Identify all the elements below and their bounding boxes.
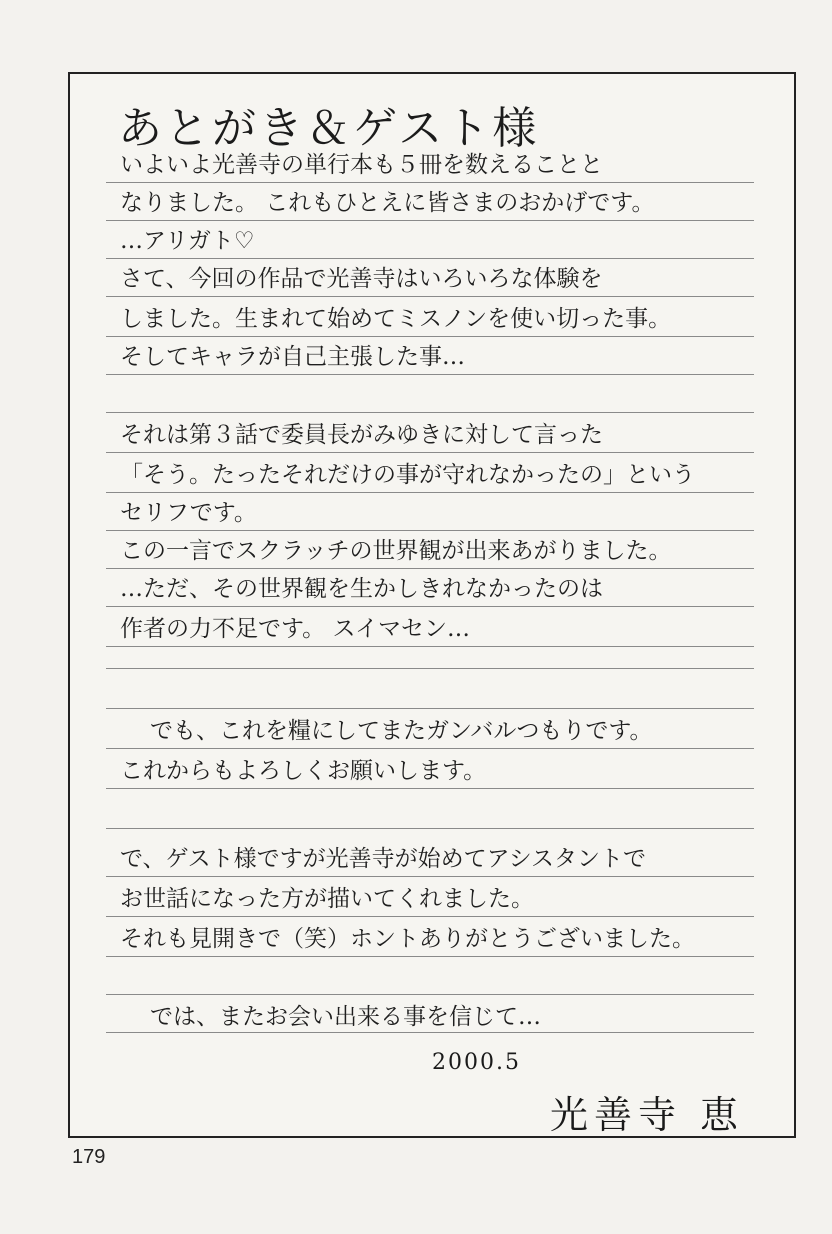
page-title: あとがき＆ゲスト様 [118, 103, 540, 154]
text-line: さて、今回の作品で光善寺はいろいろな体験を [120, 266, 603, 292]
ruled-line [106, 220, 754, 221]
text-line: お世話になった方が描いてくれました。 [120, 886, 534, 912]
text-line: しました。生まれて始めてミスノンを使い切った事。 [120, 306, 672, 332]
author-signature: 光善寺 恵 [550, 1093, 745, 1137]
page-number: 179 [72, 1146, 106, 1168]
text-line: …アリガト♡ [120, 228, 255, 254]
ruled-line [106, 748, 754, 749]
text-line: 作者の力不足です。 スイマセン… [120, 616, 471, 642]
text-line: いよいよ光善寺の単行本も５冊を数えることと [120, 152, 603, 178]
ruled-line [106, 646, 754, 647]
text-line: では、またお会い出来る事を信じて… [150, 1004, 541, 1030]
text-line: なりました。 これもひとえに皆さまのおかげです。 [120, 190, 655, 216]
ruled-line [106, 492, 754, 493]
ruled-line [106, 296, 754, 297]
ruled-line [106, 788, 754, 789]
text-line: それは第３話で委員長がみゆきに対して言った [120, 422, 603, 448]
ruled-line [106, 916, 754, 917]
ruled-line [106, 452, 754, 453]
text-line: でも、これを糧にしてまたガンバルつもりです。 [150, 718, 653, 744]
text-line: セリフです。 [120, 500, 257, 526]
ruled-line [106, 606, 754, 607]
ruled-line [106, 708, 754, 709]
ruled-line [106, 412, 754, 413]
ruled-line [106, 1032, 754, 1033]
ruled-line [106, 374, 754, 375]
text-line: これからもよろしくお願いします。 [120, 758, 487, 784]
ruled-line [106, 668, 754, 669]
text-line: で、ゲスト様ですが光善寺が始めてアシスタントで [120, 846, 647, 872]
text-line: …ただ、その世界観を生かしきれなかったのは [120, 576, 603, 602]
ruled-line [106, 876, 754, 877]
ruled-line [106, 994, 754, 995]
ruled-line [106, 182, 754, 183]
ruled-line [106, 828, 754, 829]
ruled-line [106, 336, 754, 337]
ruled-line [106, 258, 754, 259]
ruled-line [106, 568, 754, 569]
text-line: この一言でスクラッチの世界観が出来あがりました。 [120, 538, 672, 564]
text-line: そしてキャラが自己主張した事… [120, 344, 465, 370]
text-line: 「そう。たったそれだけの事が守れなかったの」という [120, 462, 695, 488]
afterword-frame [68, 72, 796, 1138]
text-line: それも見開きで（笑）ホントありがとうございました。 [120, 926, 695, 952]
date: 2000.5 [432, 1050, 521, 1075]
ruled-line [106, 956, 754, 957]
ruled-line [106, 530, 754, 531]
